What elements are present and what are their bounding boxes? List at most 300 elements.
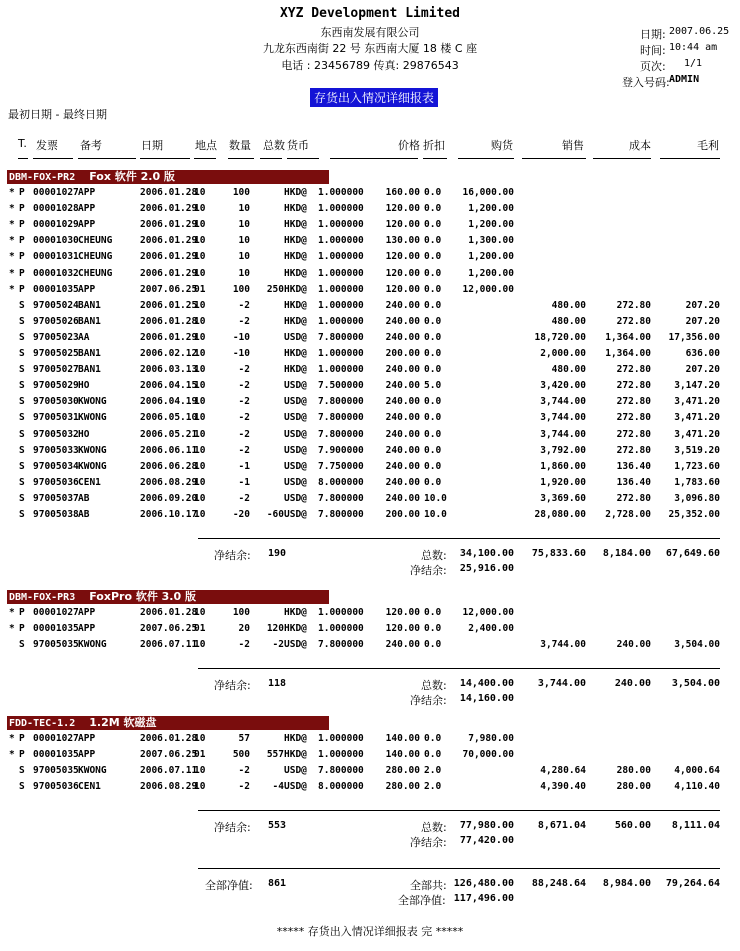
cell-pur: 70,000.00 xyxy=(462,749,514,761)
cell-star: * xyxy=(9,733,15,744)
cell-rem: APP xyxy=(78,219,96,231)
cell-total: 557 xyxy=(266,749,284,761)
page-value: 1/1 xyxy=(684,58,703,69)
group-name: 1.2M 软磁盘 xyxy=(89,716,157,729)
col-purchase: 购货 xyxy=(491,139,513,152)
cell-cost: 1,364.00 xyxy=(605,348,651,359)
cell-profit: 3,519.20 xyxy=(674,444,720,456)
cell-loc: 10 xyxy=(194,235,206,247)
cell-rate: 1.000000 xyxy=(318,187,364,198)
cell-profit: 207.20 xyxy=(685,364,720,376)
cell-inv: 97005036 xyxy=(33,781,79,793)
group-total-label: 总数: xyxy=(421,821,447,835)
cell-price: 240.00 xyxy=(385,299,420,311)
cell-price: 240.00 xyxy=(385,428,420,440)
cell-date: 2006.01.28 xyxy=(140,607,198,618)
cell-price: 140.00 xyxy=(385,749,420,761)
cell-cur: HKD@ xyxy=(284,733,307,744)
cell-t: P xyxy=(19,235,25,247)
cell-profit: 636.00 xyxy=(685,348,720,359)
table-row xyxy=(0,638,740,652)
cell-cost: 272.80 xyxy=(616,412,651,424)
cell-date: 2006.06.11 xyxy=(140,444,198,456)
cell-loc: 10 xyxy=(194,412,206,424)
grand-total-label: 全部共: xyxy=(410,879,447,892)
cell-disc: 10.0 xyxy=(424,509,447,520)
cell-star: * xyxy=(9,251,15,263)
group-total-purchase: 34,100.00 xyxy=(459,548,514,560)
cell-inv: 97005037 xyxy=(33,492,79,504)
cell-date: 2006.01.29 xyxy=(140,251,198,263)
group-total-profit: 3,504.00 xyxy=(671,678,720,690)
cell-inv: 97005025 xyxy=(33,348,79,359)
cell-rem: KWONG xyxy=(78,765,107,777)
phone-fax: 电话 : 23456789 传真: 29876543 xyxy=(281,59,459,72)
cell-rate: 7.500000 xyxy=(318,380,364,392)
col-currency: 货币 xyxy=(287,139,309,152)
cell-rem: CHEUNG xyxy=(78,235,113,247)
cell-sales: 3,744.00 xyxy=(540,396,586,408)
cell-disc: 0.0 xyxy=(424,623,442,635)
cell-t: S xyxy=(19,396,25,408)
cell-cost: 136.40 xyxy=(616,460,651,472)
table-row xyxy=(0,379,740,393)
cell-disc: 0.0 xyxy=(424,607,442,618)
cell-disc: 0.0 xyxy=(424,428,442,440)
group-total-sales: 8,671.04 xyxy=(537,820,586,832)
cell-loc: 10 xyxy=(194,607,206,618)
cell-disc: 0.0 xyxy=(424,187,442,198)
cell-inv: 00001031 xyxy=(33,251,79,263)
cell-rem: CHEUNG xyxy=(78,251,113,263)
table-row xyxy=(0,428,740,442)
cell-date: 2006.01.28 xyxy=(140,187,198,198)
grand-total-purchase: 126,480.00 xyxy=(453,878,514,889)
cell-pur: 1,300.00 xyxy=(468,235,514,247)
table-row xyxy=(0,508,740,522)
cell-inv: 00001035 xyxy=(33,749,79,761)
cell-inv: 97005032 xyxy=(33,428,79,440)
group-total-cost: 240.00 xyxy=(614,678,651,690)
cell-disc: 0.0 xyxy=(424,235,442,247)
cell-profit: 3,147.20 xyxy=(674,380,720,392)
table-row xyxy=(0,363,740,377)
cell-qty: 100 xyxy=(232,187,250,198)
table-row xyxy=(0,411,740,425)
cell-t: S xyxy=(19,781,25,793)
cell-t: S xyxy=(19,412,25,424)
cell-qty: 20 xyxy=(238,623,250,635)
cell-star: * xyxy=(9,187,15,198)
cell-rate: 7.800000 xyxy=(318,331,364,343)
cell-date: 2006.08.29 xyxy=(140,476,198,488)
group-net-qty: 190 xyxy=(268,548,287,560)
cell-loc: 10 xyxy=(194,476,206,488)
cell-cur: HKD@ xyxy=(284,749,307,761)
group-total-sales: 3,744.00 xyxy=(537,678,586,690)
cell-loc: 10 xyxy=(194,315,206,327)
col-location: 地点 xyxy=(195,139,217,152)
table-row xyxy=(0,460,740,474)
cell-cur: USD@ xyxy=(284,396,307,408)
cell-cur: USD@ xyxy=(284,331,307,343)
cell-date: 2006.06.28 xyxy=(140,460,198,472)
cell-pur: 12,000.00 xyxy=(462,283,514,295)
cell-price: 240.00 xyxy=(385,460,420,472)
cell-rem: APP xyxy=(78,749,96,761)
company-name-cn: 东西南发展有限公司 xyxy=(320,26,420,39)
table-row xyxy=(0,606,740,620)
cell-inv: 00001030 xyxy=(33,235,79,247)
cell-pur: 7,980.00 xyxy=(468,733,514,744)
col-t: T. xyxy=(18,137,27,150)
cell-date: 2006.07.11 xyxy=(140,639,198,651)
cell-rate: 1.000000 xyxy=(318,267,364,279)
grand-net-label: 全部净值: xyxy=(205,879,253,892)
cell-rate: 1.000000 xyxy=(318,348,364,359)
grand-total-profit: 79,264.64 xyxy=(665,878,720,889)
cell-rem: APP xyxy=(78,203,96,215)
login-label: 登入号码: xyxy=(622,76,670,89)
group-net2-label: 净结余: xyxy=(410,564,447,578)
cell-profit: 1,783.60 xyxy=(674,476,720,488)
cell-t: S xyxy=(19,331,25,343)
cell-loc: 10 xyxy=(194,444,206,456)
cell-cost: 240.00 xyxy=(616,639,651,651)
cell-disc: 0.0 xyxy=(424,299,442,311)
cell-disc: 0.0 xyxy=(424,396,442,408)
cell-loc: 10 xyxy=(194,781,206,793)
cell-t: S xyxy=(19,428,25,440)
group-total-label: 总数: xyxy=(421,549,447,563)
cell-rate: 7.800000 xyxy=(318,509,364,520)
cell-price: 120.00 xyxy=(385,607,420,618)
cell-rem: BAN1 xyxy=(78,299,101,311)
cell-cur: HKD@ xyxy=(284,251,307,263)
cell-rate: 1.000000 xyxy=(318,364,364,376)
cell-sales: 1,920.00 xyxy=(540,476,586,488)
group-header xyxy=(7,716,329,730)
cell-sales: 4,390.40 xyxy=(540,781,586,793)
cell-price: 240.00 xyxy=(385,412,420,424)
cell-pur: 16,000.00 xyxy=(462,187,514,198)
table-row xyxy=(0,299,740,313)
table-row xyxy=(0,347,740,361)
cell-rate: 1.000000 xyxy=(318,203,364,215)
cell-qty: 100 xyxy=(232,283,250,295)
cell-disc: 0.0 xyxy=(424,348,442,359)
cell-cost: 272.80 xyxy=(616,492,651,504)
cell-qty: -2 xyxy=(238,315,250,327)
group-name: FoxPro 软件 3.0 版 xyxy=(89,590,196,603)
cell-profit: 3,471.20 xyxy=(674,396,720,408)
cell-cur: USD@ xyxy=(284,428,307,440)
cell-pur: 1,200.00 xyxy=(468,203,514,215)
cell-inv: 00001027 xyxy=(33,607,79,618)
cell-rem: KWONG xyxy=(78,639,107,651)
group-code: FDD-TEC-1.2 xyxy=(9,718,76,729)
cell-price: 280.00 xyxy=(385,765,420,777)
cell-total: 120 xyxy=(266,623,284,635)
cell-loc: 10 xyxy=(194,187,206,198)
cell-rate: 8.000000 xyxy=(318,781,364,793)
cell-loc: 01 xyxy=(194,283,206,295)
cell-cur: HKD@ xyxy=(284,364,307,376)
cell-date: 2006.01.29 xyxy=(140,267,198,279)
cell-loc: 10 xyxy=(194,733,206,744)
cell-pur: 1,200.00 xyxy=(468,267,514,279)
cell-sales: 18,720.00 xyxy=(534,331,586,343)
table-row xyxy=(0,234,740,248)
cell-date: 2006.05.21 xyxy=(140,428,198,440)
group-net-qty: 118 xyxy=(268,678,287,690)
cell-disc: 0.0 xyxy=(424,749,442,761)
cell-cur: HKD@ xyxy=(284,267,307,279)
cell-rem: KWONG xyxy=(78,460,107,472)
cell-rate: 7.800000 xyxy=(318,428,364,440)
cell-loc: 10 xyxy=(194,331,206,343)
table-row xyxy=(0,283,740,297)
cell-rate: 1.000000 xyxy=(318,299,364,311)
cell-qty: 10 xyxy=(238,235,250,247)
cell-disc: 0.0 xyxy=(424,203,442,215)
cell-disc: 5.0 xyxy=(424,380,442,392)
cell-rem: HO xyxy=(78,380,90,392)
cell-date: 2006.04.15 xyxy=(140,380,198,392)
cell-t: S xyxy=(19,509,25,520)
cell-qty: -1 xyxy=(238,460,250,472)
table-row xyxy=(0,395,740,409)
cell-loc: 10 xyxy=(194,203,206,215)
cell-disc: 2.0 xyxy=(424,765,442,777)
table-row xyxy=(0,622,740,636)
cell-rate: 1.000000 xyxy=(318,283,364,295)
group-separator xyxy=(198,810,720,811)
company-address: 九龙东西南街 22 号 东西南大厦 18 楼 C 座 xyxy=(262,42,478,55)
cell-inv: 00001028 xyxy=(33,203,79,215)
cell-profit: 3,471.20 xyxy=(674,428,720,440)
cell-cur: USD@ xyxy=(284,492,307,504)
cell-total: -60 xyxy=(266,509,284,520)
group-total-cost: 8,184.00 xyxy=(602,548,651,560)
cell-rem: APP xyxy=(78,283,96,295)
cell-loc: 10 xyxy=(194,380,206,392)
cell-sales: 3,369.60 xyxy=(540,492,586,504)
cell-rem: HO xyxy=(78,428,90,440)
cell-rem: KWONG xyxy=(78,412,107,424)
cell-star: * xyxy=(9,235,15,247)
cell-inv: 97005035 xyxy=(33,639,79,651)
group-net2-value: 77,420.00 xyxy=(459,835,514,847)
group-total-sales: 75,833.60 xyxy=(531,548,586,560)
cell-price: 140.00 xyxy=(385,733,420,744)
col-price: 价格 xyxy=(398,139,420,152)
cell-inv: 97005030 xyxy=(33,396,79,408)
col-invoice: 发票 xyxy=(36,139,58,152)
cell-qty: -2 xyxy=(238,380,250,392)
cell-date: 2006.05.10 xyxy=(140,412,198,424)
table-row xyxy=(0,250,740,264)
cell-pur: 1,200.00 xyxy=(468,251,514,263)
cell-rate: 1.000000 xyxy=(318,623,364,635)
cell-profit: 207.20 xyxy=(685,299,720,311)
col-cost: 成本 xyxy=(629,139,651,152)
cell-rate: 1.000000 xyxy=(318,235,364,247)
table-row xyxy=(0,444,740,458)
cell-qty: -2 xyxy=(238,299,250,311)
cell-inv: 00001032 xyxy=(33,267,79,279)
cell-rate: 1.000000 xyxy=(318,607,364,618)
col-date: 日期 xyxy=(141,139,163,152)
cell-total: -2 xyxy=(272,639,284,651)
grand-total-cost: 8,984.00 xyxy=(602,878,651,889)
cell-loc: 01 xyxy=(194,623,206,635)
cell-qty: 10 xyxy=(238,219,250,231)
cell-cost: 272.80 xyxy=(616,380,651,392)
cell-price: 120.00 xyxy=(385,283,420,295)
table-row xyxy=(0,476,740,490)
cell-inv: 97005031 xyxy=(33,412,79,424)
group-total-profit: 67,649.60 xyxy=(665,548,720,560)
group-net-label: 净结余: xyxy=(214,821,251,835)
cell-date: 2006.02.12 xyxy=(140,348,198,359)
table-row xyxy=(0,492,740,506)
cell-star: * xyxy=(9,607,15,618)
cell-sales: 4,280.64 xyxy=(540,765,586,777)
cell-inv: 97005036 xyxy=(33,476,79,488)
cell-rem: APP xyxy=(78,623,96,635)
cell-price: 240.00 xyxy=(385,331,420,343)
login-value: ADMIN xyxy=(669,74,700,85)
cell-disc: 2.0 xyxy=(424,781,442,793)
cell-rem: BAN1 xyxy=(78,348,101,359)
cell-inv: 97005034 xyxy=(33,460,79,472)
cell-rem: APP xyxy=(78,187,96,198)
date-label: 日期: xyxy=(640,28,666,41)
cell-t: P xyxy=(19,251,25,263)
cell-inv: 97005026 xyxy=(33,315,79,327)
cell-t: P xyxy=(19,187,25,198)
col-qty: 数量 xyxy=(229,139,251,152)
cell-date: 2006.04.19 xyxy=(140,396,198,408)
cell-date: 2006.01.29 xyxy=(140,219,198,231)
cell-qty: -2 xyxy=(238,765,250,777)
cell-cur: USD@ xyxy=(284,781,307,793)
cell-rem: CEN1 xyxy=(78,476,101,488)
col-remark: 备考 xyxy=(80,139,102,152)
cell-disc: 0.0 xyxy=(424,219,442,231)
table-row xyxy=(0,331,740,345)
cell-pur: 1,200.00 xyxy=(468,219,514,231)
table-row xyxy=(0,764,740,778)
cell-sales: 3,420.00 xyxy=(540,380,586,392)
cell-sales: 3,792.00 xyxy=(540,444,586,456)
cell-rate: 7.900000 xyxy=(318,444,364,456)
time-value: 10:44 am xyxy=(669,42,718,53)
group-net-label: 净结余: xyxy=(214,549,251,563)
cell-loc: 10 xyxy=(194,219,206,231)
report-title: 存货出入情况详细报表 xyxy=(310,88,438,107)
table-row xyxy=(0,186,740,200)
cell-loc: 01 xyxy=(194,749,206,761)
cell-t: S xyxy=(19,315,25,327)
cell-cur: HKD@ xyxy=(284,203,307,215)
cell-t: S xyxy=(19,460,25,472)
cell-cost: 280.00 xyxy=(616,765,651,777)
cell-star: * xyxy=(9,623,15,635)
cell-total: -4 xyxy=(272,781,284,793)
cell-cur: HKD@ xyxy=(284,299,307,311)
cell-price: 200.00 xyxy=(385,348,420,359)
group-net2-label: 净结余: xyxy=(410,836,447,850)
cell-qty: -2 xyxy=(238,639,250,651)
group-name: Fox 软件 2.0 版 xyxy=(89,170,175,183)
group-separator xyxy=(198,668,720,669)
cell-cur: HKD@ xyxy=(284,348,307,359)
cell-qty: 10 xyxy=(238,267,250,279)
cell-t: P xyxy=(19,267,25,279)
group-net-qty: 553 xyxy=(268,820,287,832)
cell-t: P xyxy=(19,623,25,635)
cell-inv: 97005033 xyxy=(33,444,79,456)
cell-cur: USD@ xyxy=(284,380,307,392)
cell-cur: USD@ xyxy=(284,460,307,472)
cell-cur: HKD@ xyxy=(284,623,307,635)
cell-loc: 10 xyxy=(194,492,206,504)
cell-price: 240.00 xyxy=(385,444,420,456)
cell-cost: 136.40 xyxy=(616,476,651,488)
table-row xyxy=(0,748,740,762)
group-net2-label: 净结余: xyxy=(410,694,447,708)
col-sales: 销售 xyxy=(562,139,584,152)
cell-price: 160.00 xyxy=(385,187,420,198)
cell-rate: 7.800000 xyxy=(318,765,364,777)
cell-price: 120.00 xyxy=(385,203,420,215)
cell-cost: 272.80 xyxy=(616,444,651,456)
cell-date: 2007.06.25 xyxy=(140,283,198,295)
cell-cur: HKD@ xyxy=(284,187,307,198)
cell-date: 2006.07.11 xyxy=(140,765,198,777)
cell-qty: -2 xyxy=(238,428,250,440)
cell-rate: 7.800000 xyxy=(318,639,364,651)
cell-disc: 0.0 xyxy=(424,267,442,279)
cell-price: 240.00 xyxy=(385,492,420,504)
cell-inv: 97005024 xyxy=(33,299,79,311)
cell-cur: USD@ xyxy=(284,412,307,424)
cell-date: 2006.01.28 xyxy=(140,315,198,327)
cell-disc: 10.0 xyxy=(424,492,447,504)
cell-price: 240.00 xyxy=(385,476,420,488)
group-header xyxy=(7,170,329,184)
cell-cost: 1,364.00 xyxy=(605,331,651,343)
cell-disc: 0.0 xyxy=(424,639,442,651)
cell-loc: 10 xyxy=(194,364,206,376)
cell-qty: -10 xyxy=(232,348,250,359)
cell-t: S xyxy=(19,299,25,311)
cell-qty: -2 xyxy=(238,364,250,376)
cell-cost: 280.00 xyxy=(616,781,651,793)
cell-loc: 10 xyxy=(194,509,206,520)
cell-rem: AA xyxy=(78,331,90,343)
date-range: 最初日期 - 最终日期 xyxy=(8,108,107,121)
group-net-label: 净结余: xyxy=(214,679,251,693)
cell-sales: 3,744.00 xyxy=(540,412,586,424)
cell-t: P xyxy=(19,607,25,618)
cell-price: 240.00 xyxy=(385,315,420,327)
table-row xyxy=(0,202,740,216)
cell-loc: 10 xyxy=(194,460,206,472)
cell-disc: 0.0 xyxy=(424,733,442,744)
